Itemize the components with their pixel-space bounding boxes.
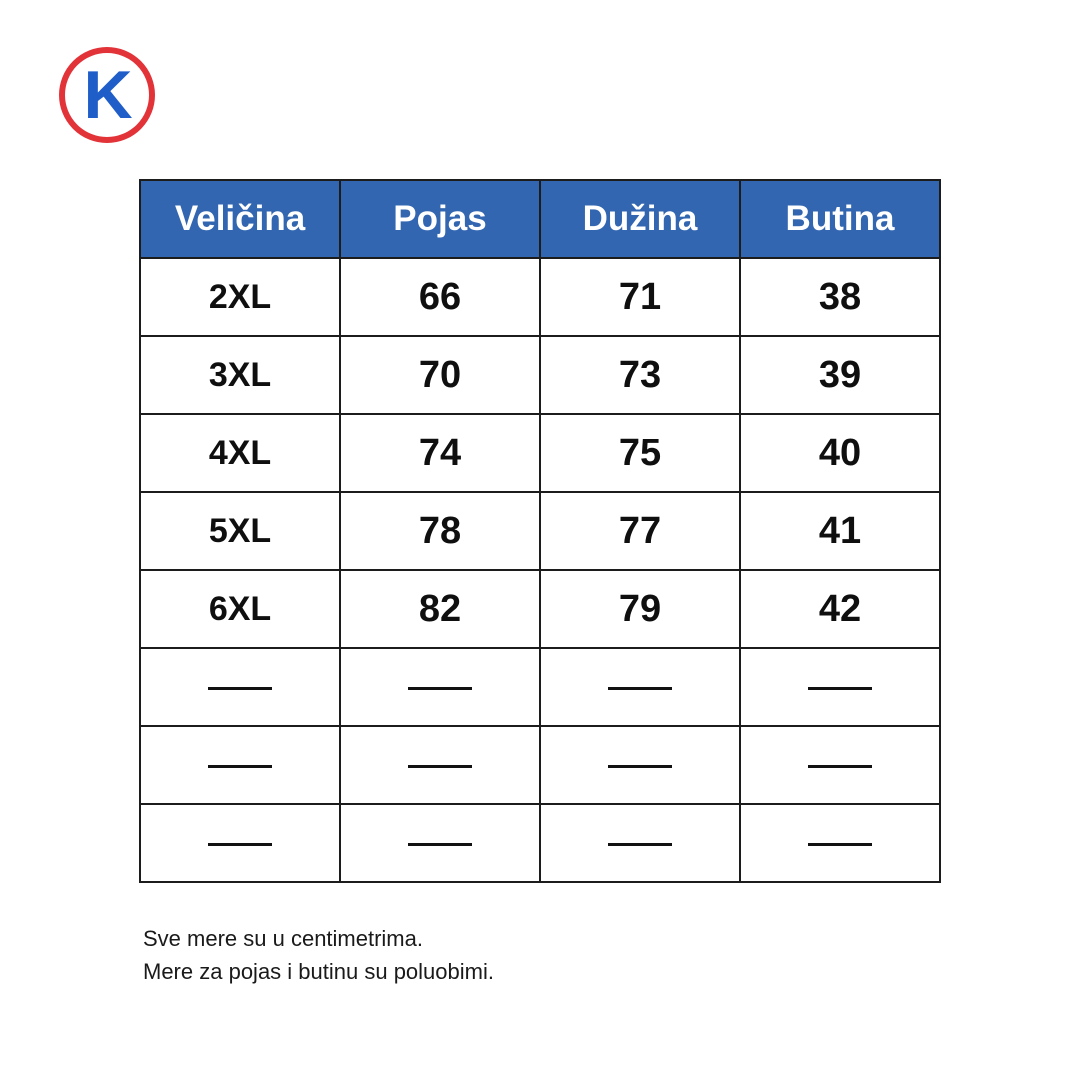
empty-table-row bbox=[140, 804, 940, 882]
note-half-circumference: Mere za pojas i butinu su poluobimi. bbox=[143, 959, 494, 984]
pojas-cell: 74 bbox=[340, 414, 540, 492]
table-row bbox=[140, 336, 940, 414]
pojas-cell: 66 bbox=[340, 258, 540, 336]
duzina-cell: 75 bbox=[540, 414, 740, 492]
pojas-cell: 70 bbox=[340, 336, 540, 414]
empty-cell bbox=[340, 804, 540, 882]
table-row bbox=[140, 492, 940, 570]
empty-cell bbox=[540, 648, 740, 726]
empty-table-row bbox=[140, 648, 940, 726]
header-butina: Butina bbox=[740, 180, 940, 258]
table-row bbox=[140, 258, 940, 336]
dash-placeholder bbox=[608, 687, 672, 690]
duzina-cell: 77 bbox=[540, 492, 740, 570]
empty-cell bbox=[740, 648, 940, 726]
note-units: Sve mere su u centimetrima. bbox=[143, 926, 423, 951]
empty-cell bbox=[340, 648, 540, 726]
empty-cell bbox=[540, 726, 740, 804]
dash-placeholder bbox=[208, 765, 272, 768]
dash-placeholder bbox=[608, 765, 672, 768]
size-cell: 3XL bbox=[140, 336, 340, 414]
brand-logo bbox=[58, 46, 156, 144]
dash-placeholder bbox=[808, 687, 872, 690]
dash-placeholder bbox=[408, 765, 472, 768]
table-header-row bbox=[140, 180, 940, 258]
empty-cell bbox=[740, 804, 940, 882]
dash-placeholder bbox=[408, 843, 472, 846]
empty-table-row bbox=[140, 726, 940, 804]
size-cell: 2XL bbox=[140, 258, 340, 336]
butina-cell: 41 bbox=[740, 492, 940, 570]
dash-placeholder bbox=[408, 687, 472, 690]
duzina-cell: 73 bbox=[540, 336, 740, 414]
duzina-cell: 71 bbox=[540, 258, 740, 336]
size-cell: 6XL bbox=[140, 570, 340, 648]
logo-k-icon bbox=[58, 46, 156, 144]
pojas-cell: 82 bbox=[340, 570, 540, 648]
pojas-cell: 78 bbox=[340, 492, 540, 570]
empty-cell bbox=[340, 726, 540, 804]
header-velicina: Veličina bbox=[140, 180, 340, 258]
size-cell: 5XL bbox=[140, 492, 340, 570]
butina-cell: 39 bbox=[740, 336, 940, 414]
empty-cell bbox=[140, 804, 340, 882]
table-row bbox=[140, 570, 940, 648]
butina-cell: 38 bbox=[740, 258, 940, 336]
measurement-notes bbox=[143, 922, 494, 988]
empty-cell bbox=[740, 726, 940, 804]
dash-placeholder bbox=[208, 687, 272, 690]
dash-placeholder bbox=[808, 765, 872, 768]
header-pojas: Pojas bbox=[340, 180, 540, 258]
header-duzina: Dužina bbox=[540, 180, 740, 258]
duzina-cell: 79 bbox=[540, 570, 740, 648]
empty-cell bbox=[140, 726, 340, 804]
size-chart-table bbox=[139, 179, 941, 883]
empty-cell bbox=[540, 804, 740, 882]
size-cell: 4XL bbox=[140, 414, 340, 492]
butina-cell: 42 bbox=[740, 570, 940, 648]
logo-letter: K bbox=[83, 57, 133, 133]
dash-placeholder bbox=[208, 843, 272, 846]
dash-placeholder bbox=[808, 843, 872, 846]
dash-placeholder bbox=[608, 843, 672, 846]
butina-cell: 40 bbox=[740, 414, 940, 492]
empty-cell bbox=[140, 648, 340, 726]
table-row bbox=[140, 414, 940, 492]
